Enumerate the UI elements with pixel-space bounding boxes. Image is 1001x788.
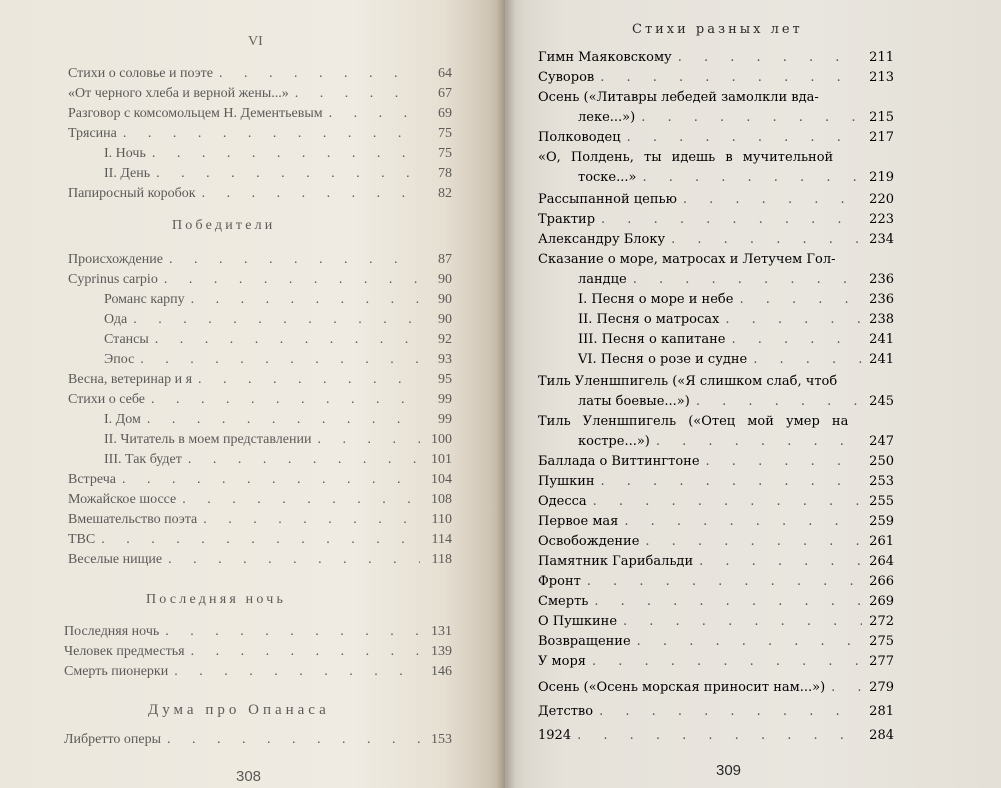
toc-subentry: Романс карпу . . . 90 (104, 290, 452, 310)
toc-entry: Cyprinus carpio . . . 90 (68, 270, 452, 290)
toc-entry: Вмешательство поэта . . . 110 (68, 510, 452, 530)
toc-subentry: Стансы . . . 92 (104, 330, 452, 350)
toc-entry: Полководец . . . 217 (538, 128, 894, 148)
section-title-poslednyaya-noch: Последняя ночь (146, 592, 287, 607)
toc-entry: Возвращение . . . 275 (538, 632, 894, 652)
toc-entry: Разговор с комсомольцем Н. Дементьевым . . . 69 (68, 104, 452, 124)
toc-entry: Фронт . . . 266 (538, 572, 894, 592)
toc-entry: Детство . . . 281 (538, 702, 894, 722)
toc-entry-line1: Сказание о море, матросах и Летучем Гол- (538, 252, 836, 267)
toc-subentry: I. Ночь . . . 75 (104, 144, 452, 164)
toc-entry: Папиросный коробок . . . 82 (68, 184, 452, 204)
page-number-left: 308 (236, 768, 262, 785)
toc-entry: Осень («Осень морская приносит нам...») . . . 279 (538, 678, 894, 698)
toc-entry-continuation: леке...») . . . 215 (578, 108, 894, 128)
toc-subentry: II. Читатель в моем представлении . . . 100 (104, 430, 452, 450)
toc-entry-line1: Тиль Уленшпигель («Отец мой умер на (538, 414, 849, 429)
toc-entry: Последняя ночь . . . 131 (64, 622, 452, 642)
toc-entry: Одесса . . . 255 (538, 492, 894, 512)
toc-entry: Александру Блоку . . . 234 (538, 230, 894, 250)
page-header-roman: VI (248, 34, 263, 49)
toc-entry: Стихи о соловье и поэте . . . 64 (68, 64, 452, 84)
toc-entry: Человек предместья . . . 139 (64, 642, 452, 662)
toc-entry-continuation: ландце . . . 236 (578, 270, 894, 290)
toc-entry: Пушкин . . . 253 (538, 472, 894, 492)
toc-entry: 1924 . . . 284 (538, 726, 894, 746)
toc-entry: Смерть пионерки . . . 146 (64, 662, 452, 682)
toc-entry: ТВС . . . 114 (68, 530, 452, 550)
toc-entry: Смерть . . . 269 (538, 592, 894, 612)
toc-subentry: VI. Песня о розе и судне . . . 241 (578, 350, 894, 370)
toc-entry: Памятник Гарибальди . . . 264 (538, 552, 894, 572)
toc-entry-line1: Осень («Литавры лебедей замолкли вда- (538, 90, 819, 105)
toc-entry: Встреча . . . 104 (68, 470, 452, 490)
toc-entry: О Пушкине . . . 272 (538, 612, 894, 632)
section-title-duma-pro-opanasa: Дума про Опанаса (148, 702, 330, 718)
toc-subentry: I. Дом . . . 99 (104, 410, 452, 430)
toc-entry: Либретто оперы . . . 153 (64, 730, 452, 750)
toc-entry: Освобождение . . . 261 (538, 532, 894, 552)
toc-entry: Стихи о себе . . . 99 (68, 390, 452, 410)
toc-entry: У моря . . . 277 (538, 652, 894, 672)
toc-entry-line1: «О, Полдень, ты идешь в мучительной (538, 150, 834, 165)
toc-subentry: III. Так будет . . . 101 (104, 450, 452, 470)
toc-entry: «От черного хлеба и верной жены...» . . . 67 (68, 84, 452, 104)
toc-entry-continuation: латы боевые...») . . . 245 (578, 392, 894, 412)
toc-subentry: II. День . . . 78 (104, 164, 452, 184)
toc-entry-continuation: тоске...» . . . 219 (578, 168, 894, 188)
toc-entry-line1: Тиль Уленшпигель («Я слишком слаб, чтоб (538, 374, 838, 389)
toc-entry: Весна, ветеринар и я . . . 95 (68, 370, 452, 390)
toc-entry: Трактир . . . 223 (538, 210, 894, 230)
toc-entry: Трясина . . . 75 (68, 124, 452, 144)
toc-entry: Первое мая . . . 259 (538, 512, 894, 532)
page-number-right: 309 (716, 762, 742, 779)
section-title-pobediteli: Победители (172, 218, 276, 233)
toc-subentry: III. Песня о капитане . . . 241 (578, 330, 894, 350)
toc-entry: Происхождение . . . 87 (68, 250, 452, 270)
toc-subentry: II. Песня о матросах . . . 238 (578, 310, 894, 330)
toc-entry-continuation: костре...») . . . 247 (578, 432, 894, 452)
toc-entry: Веселые нищие . . . 118 (68, 550, 452, 570)
toc-entry: Гимн Маяковскому . . . 211 (538, 48, 894, 68)
toc-entry: Рассыпанной цепью . . . 220 (538, 190, 894, 210)
section-title-stikhi-raznykh-let: Стихи разных лет (632, 22, 803, 37)
toc-entry: Можайское шоссе . . . 108 (68, 490, 452, 510)
toc-subentry: Ода . . . 90 (104, 310, 452, 330)
toc-subentry: Эпос . . . 93 (104, 350, 452, 370)
toc-entry: Суворов . . . 213 (538, 68, 894, 88)
toc-entry: Баллада о Виттингтоне . . . 250 (538, 452, 894, 472)
toc-subentry: I. Песня о море и небе . . . 236 (578, 290, 894, 310)
